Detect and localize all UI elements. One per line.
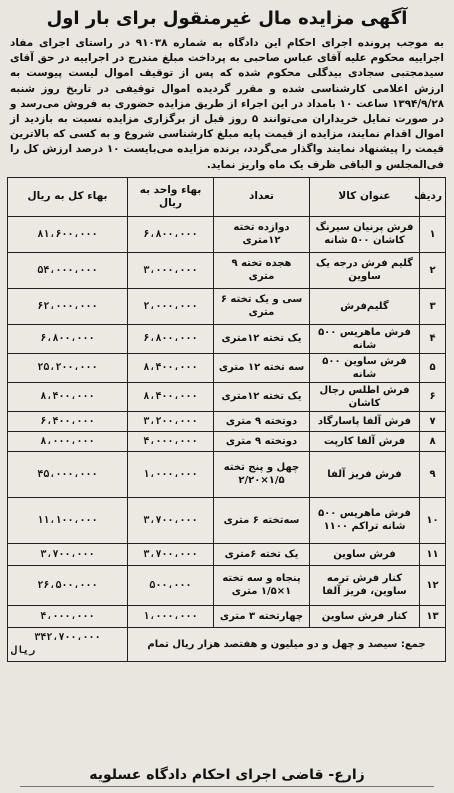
row-number: ۸ xyxy=(420,431,446,451)
item-quantity: سی و یک تخته ۶ متری xyxy=(214,288,310,324)
table-row xyxy=(8,431,446,451)
item-unit-price: ۶،۸۰۰،۰۰۰ xyxy=(128,216,214,252)
row-number: ۱ xyxy=(420,216,446,252)
table-row xyxy=(8,497,446,543)
item-unit-price: ۳،۲۰۰،۰۰۰ xyxy=(128,411,214,431)
header-unit-price: بهاء واحد به ریال xyxy=(128,177,214,216)
item-total-price: ۸،۰۰۰،۰۰۰ xyxy=(8,431,128,451)
item-total-price: ۴،۰۰۰،۰۰۰ xyxy=(8,605,128,627)
notice-body: به موجب پرونده اجرای احکام این دادگاه به شماره ۹۱۰۳۸ در راستای اجرای مفاد اجراییه محکوم علیه آقای عباس صاحبی به پرداخت مبلغ مندرج در اجراییه در حق آقای سیدمجتبی سجادی بیدگلی محکوم شده که پس از توقیف اموال لیست پیوست به ارزش اعلامی کارشناسی شده و مقرر گردیده اموال توقیفی در تاریخ روز شنبه ۱۳۹۴/۹/۲۸ ساعت ۱۰ بامداد در این اجراء از طریق مزایده حضوری به فروش می‌رسد و در صورت تمایل خریداران می‌توانند ۵ روز قبل از برگزاری مزایده نسبت به بازدید از اموال اقدام نمایند، مزایده از قیمت پایه مبلغ کارشناسی شروع و به کسی که بالاترین قیمت را پیشنهاد نمایند واگذار می‌گردد، برنده مزایده می‌بایست ۱۰ درصد ارزش کل را فی‌المجلس و الباقی ظرف یک ماه واریز نماید. xyxy=(10,37,444,171)
item-quantity: یک تخته ۶متری xyxy=(214,543,310,565)
item-unit-price: ۵۰۰،۰۰۰ xyxy=(128,565,214,605)
item-total-price: ۴۵،۰۰۰،۰۰۰ xyxy=(8,451,128,497)
item-title: فرش آلفا کارپت xyxy=(310,431,420,451)
item-quantity: دوتخته ۹ متری xyxy=(214,411,310,431)
item-quantity: یک تخته ۱۲متری xyxy=(214,382,310,411)
item-title: فرش ساوین ۵۰۰ شانه xyxy=(310,353,420,382)
signature-line: زارع- قاضی اجرای احکام دادگاه عسلویه xyxy=(89,767,365,783)
header-item-title: عنوان کالا xyxy=(310,177,420,216)
row-number: ۱۲ xyxy=(420,565,446,605)
item-total-price: ۶۲،۰۰۰،۰۰۰ xyxy=(8,288,128,324)
item-unit-price: ۱،۰۰۰،۰۰۰ xyxy=(128,605,214,627)
item-unit-price: ۳،۰۰۰،۰۰۰ xyxy=(128,252,214,288)
header-quantity: تعداد xyxy=(214,177,310,216)
item-quantity: سه تخته ۱۲ متری xyxy=(214,353,310,382)
item-total-price: ۲۶،۵۰۰،۰۰۰ xyxy=(8,565,128,605)
bottom-divider xyxy=(20,786,434,787)
item-unit-price: ۶،۸۰۰،۰۰۰ xyxy=(128,324,214,353)
item-unit-price: ۸،۴۰۰،۰۰۰ xyxy=(128,353,214,382)
total-amount: ۳۴۲،۷۰۰،۰۰۰ xyxy=(34,632,101,644)
row-number: ۱۱ xyxy=(420,543,446,565)
table-row xyxy=(8,565,446,605)
auction-items-table xyxy=(7,177,446,662)
row-number: ۵ xyxy=(420,353,446,382)
item-quantity: هجده تخته ۹ متری xyxy=(214,252,310,288)
notice-title: آگهی مزایده مال غیرمنقول برای بار اول xyxy=(46,8,408,29)
table-row xyxy=(8,288,446,324)
item-unit-price: ۳،۷۰۰،۰۰۰ xyxy=(128,497,214,543)
total-amount-cell xyxy=(8,627,128,661)
item-total-price: ۳،۷۰۰،۰۰۰ xyxy=(8,543,128,565)
item-unit-price: ۸،۴۰۰،۰۰۰ xyxy=(128,382,214,411)
table-row xyxy=(8,543,446,565)
table-row xyxy=(8,353,446,382)
item-total-price: ۲۵،۲۰۰،۰۰۰ xyxy=(8,353,128,382)
item-title: فرش ساوین xyxy=(310,543,420,565)
item-title: کنار فرش ساوین xyxy=(310,605,420,627)
total-unit: ریال xyxy=(11,645,36,657)
item-quantity: چهارتخته ۳ متری xyxy=(214,605,310,627)
item-quantity: سه‌تخته ۶ متری xyxy=(214,497,310,543)
item-title: گلیم‌فرش xyxy=(310,288,420,324)
item-title: فرش آلفا پاسارگاد xyxy=(310,411,420,431)
table-header-row xyxy=(8,177,446,216)
header-total-price: بهاء کل به ریال xyxy=(8,177,128,216)
table-row xyxy=(8,382,446,411)
table-row xyxy=(8,605,446,627)
item-title: کنار فرش ترمه ساوین، فریز آلفا xyxy=(310,565,420,605)
item-quantity: دوتخته ۹ متری xyxy=(214,431,310,451)
item-unit-price: ۲،۰۰۰،۰۰۰ xyxy=(128,288,214,324)
item-quantity: یک تخته ۱۲متری xyxy=(214,324,310,353)
item-title: فرش پرنیان سیرنگ کاشان ۵۰۰ شانه xyxy=(310,216,420,252)
table-row xyxy=(8,252,446,288)
item-total-price: ۸۱،۶۰۰،۰۰۰ xyxy=(8,216,128,252)
item-quantity: دوازده تخته ۱۲متری xyxy=(214,216,310,252)
table-row xyxy=(8,216,446,252)
item-title: فرش اطلس رجال کاشان xyxy=(310,382,420,411)
row-number: ۴ xyxy=(420,324,446,353)
item-total-price: ۶،۸۰۰،۰۰۰ xyxy=(8,324,128,353)
table-row xyxy=(8,411,446,431)
item-title: فرش ماهریس ۵۰۰ شانه xyxy=(310,324,420,353)
header-row-number: ردیف xyxy=(420,177,446,216)
table-row xyxy=(8,451,446,497)
total-in-words: جمع: سیصد و چهل و دو میلیون و هفتصد هزار ریال تمام xyxy=(128,627,446,661)
row-number: ۱۳ xyxy=(420,605,446,627)
item-unit-price: ۱،۰۰۰،۰۰۰ xyxy=(128,451,214,497)
table-total-row xyxy=(8,627,446,661)
item-title: گلیم فرش درجه یک ساوین xyxy=(310,252,420,288)
item-total-price: ۱۱،۱۰۰،۰۰۰ xyxy=(8,497,128,543)
item-title: فرش ماهریس ۵۰۰ شانه تراکم ۱۱۰۰ xyxy=(310,497,420,543)
item-title: فرش فریز آلفا xyxy=(310,451,420,497)
row-number: ۳ xyxy=(420,288,446,324)
item-unit-price: ۴،۰۰۰،۰۰۰ xyxy=(128,431,214,451)
table-row xyxy=(8,324,446,353)
item-total-price: ۶،۴۰۰،۰۰۰ xyxy=(8,411,128,431)
item-total-price: ۵۴،۰۰۰،۰۰۰ xyxy=(8,252,128,288)
row-number: ۲ xyxy=(420,252,446,288)
item-total-price: ۸،۴۰۰،۰۰۰ xyxy=(8,382,128,411)
item-quantity: پنجاه و سه تخته ۱×۱/۵ متری xyxy=(214,565,310,605)
row-number: ۷ xyxy=(420,411,446,431)
row-number: ۶ xyxy=(420,382,446,411)
item-unit-price: ۳،۷۰۰،۰۰۰ xyxy=(128,543,214,565)
row-number: ۱۰ xyxy=(420,497,446,543)
row-number: ۹ xyxy=(420,451,446,497)
item-quantity: چهل و پنج تخته ۱/۵×۲/۲۰ xyxy=(214,451,310,497)
